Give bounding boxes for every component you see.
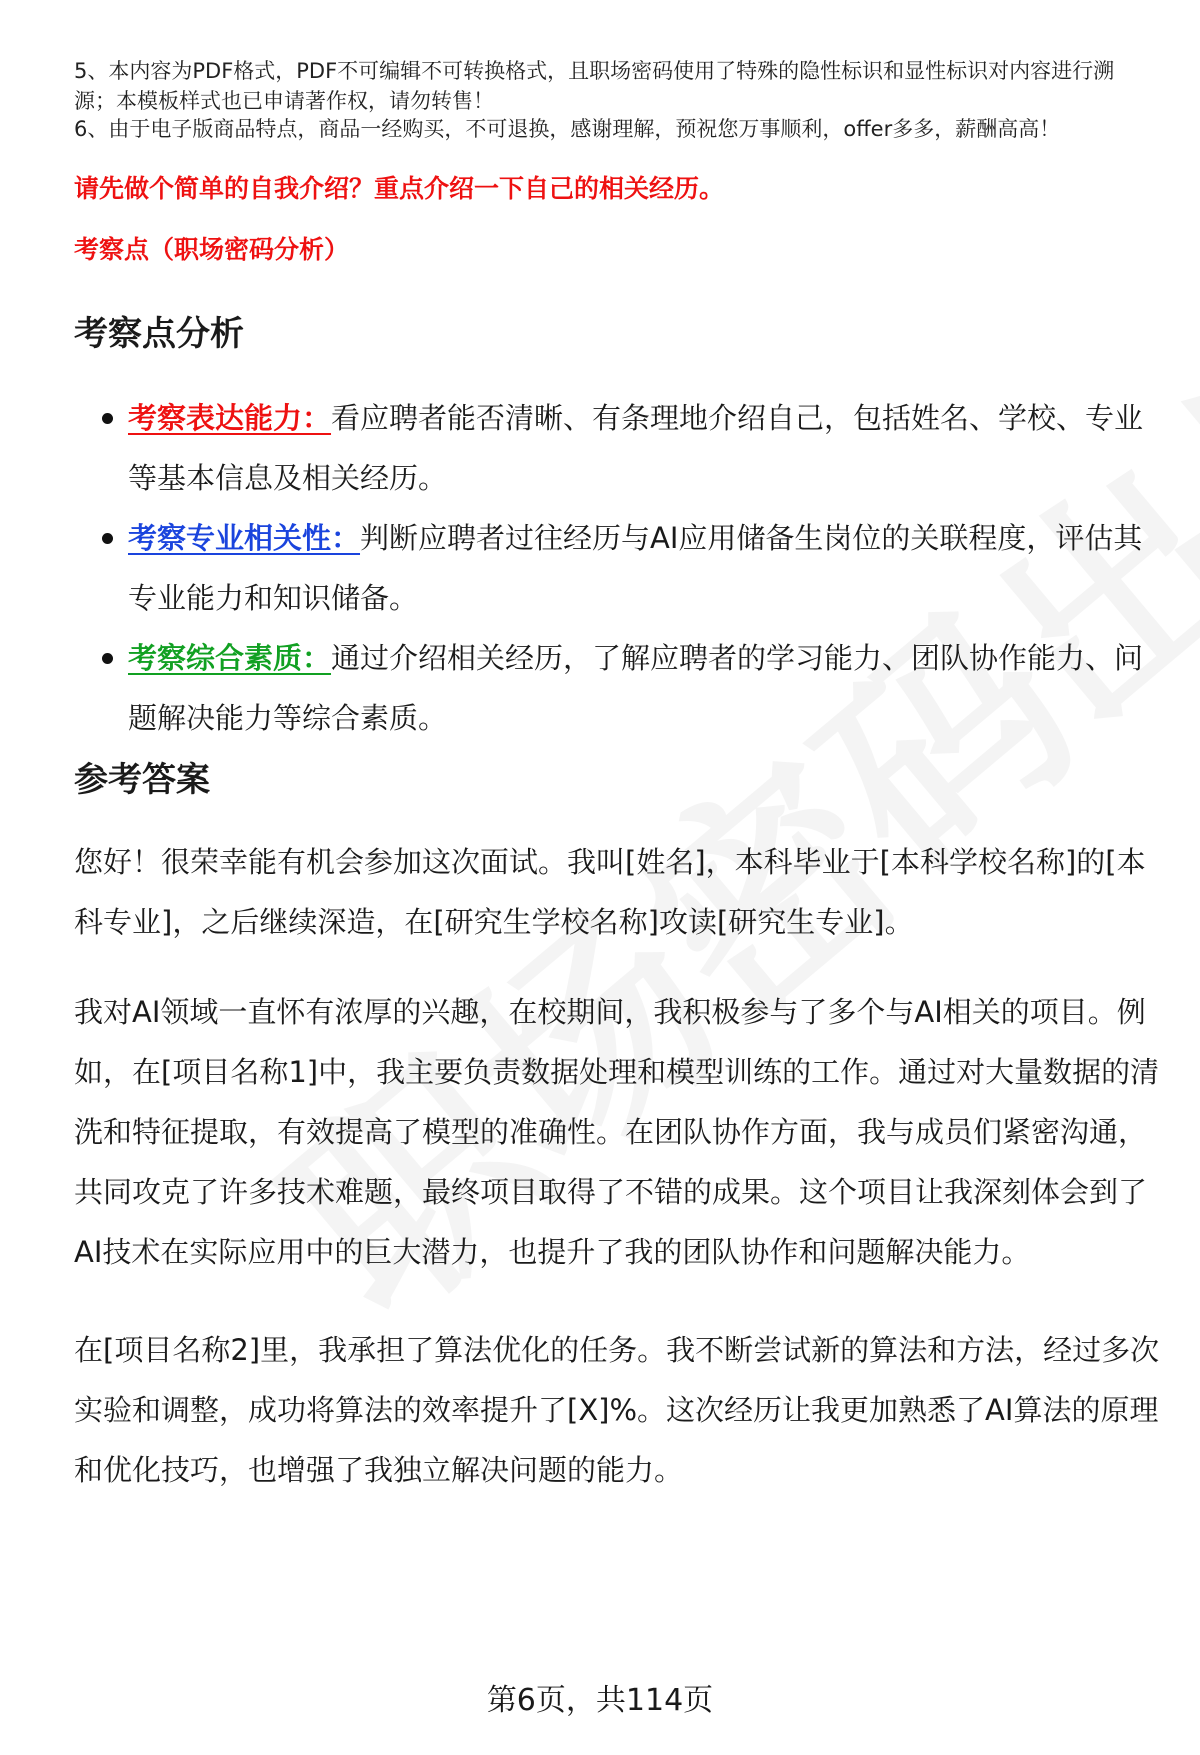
analysis-subheading: 考察点（职场密码分析） xyxy=(74,235,350,264)
analysis-item-text: 通过介绍相关经历，了解应聘者的学习能力、团队协作能力、问题解决能力等综合素质。 xyxy=(128,641,1144,735)
answer-paragraph-2: 我对AI领域一直怀有浓厚的兴趣，在校期间，我积极参与了多个与AI相关的项目。例如，在[项目名称1]中，我主要负责数据处理和模型训练的工作。通过对大量数据的清洗和特征提取，有效提高了模型的准确性。在团队协作方面，我与成员们紧密沟通，共同攻克了许多技术难题，最终项目取得了不错的成果。这个项目让我深刻体会到了AI技术在实际应用中的巨大潜力，也提升了我的团队协作和问题解决能力。 xyxy=(74,995,1160,1269)
answer-paragraph-1: 您好！很荣幸能有机会参加这次面试。我叫[姓名]，本科毕业于[本科学校名称]的[本科专业]，之后继续深造，在[研究生学校名称]攻读[研究生专业]。 xyxy=(74,845,1146,939)
notice-5: 5、本内容为PDF格式，PDF不可编辑不可转换格式，且职场密码使用了特殊的隐性标识和显性标识对内容进行溯源；本模板样式也已申请著作权，请勿转售！ xyxy=(74,59,1115,113)
answer-paragraph-3: 在[项目名称2]里，我承担了算法优化的任务。我不断尝试新的算法和方法，经过多次实验和调整，成功将算法的效率提升了[X]%。这次经历让我更加熟悉了AI算法的原理和优化技巧，也增强了我独立解决问题的能力。 xyxy=(74,1333,1160,1487)
analysis-list xyxy=(74,388,1154,748)
analysis-item xyxy=(74,508,1154,628)
bullet-dot-icon xyxy=(102,653,113,664)
analysis-title: 考察点分析 xyxy=(74,314,244,354)
bullet-dot-icon xyxy=(102,413,113,424)
analysis-item xyxy=(74,628,1154,748)
answer-title: 参考答案 xyxy=(74,760,210,800)
notice-6: 6、由于电子版商品特点，商品一经购买，不可退换，感谢理解，预祝您万事顺利，offer多多，薪酬高高！ xyxy=(74,117,1061,141)
bullet-dot-icon xyxy=(102,533,113,544)
page-number-footer: 第6页，共114页 xyxy=(486,1683,714,1718)
analysis-item-text: 判断应聘者过往经历与AI应用储备生岗位的关联程度，评估其专业能力和知识储备。 xyxy=(128,521,1143,615)
analysis-item-text: 看应聘者能否清晰、有条理地介绍自己，包括姓名、学校、专业等基本信息及相关经历。 xyxy=(128,401,1144,495)
analysis-item-label: 考察表达能力： xyxy=(128,401,332,435)
analysis-item xyxy=(74,388,1154,508)
interview-question: 请先做个简单的自我介绍？重点介绍一下自己的相关经历。 xyxy=(74,174,725,203)
analysis-item-label: 考察专业相关性： xyxy=(128,521,361,555)
analysis-item-label: 考察综合素质： xyxy=(128,641,332,675)
